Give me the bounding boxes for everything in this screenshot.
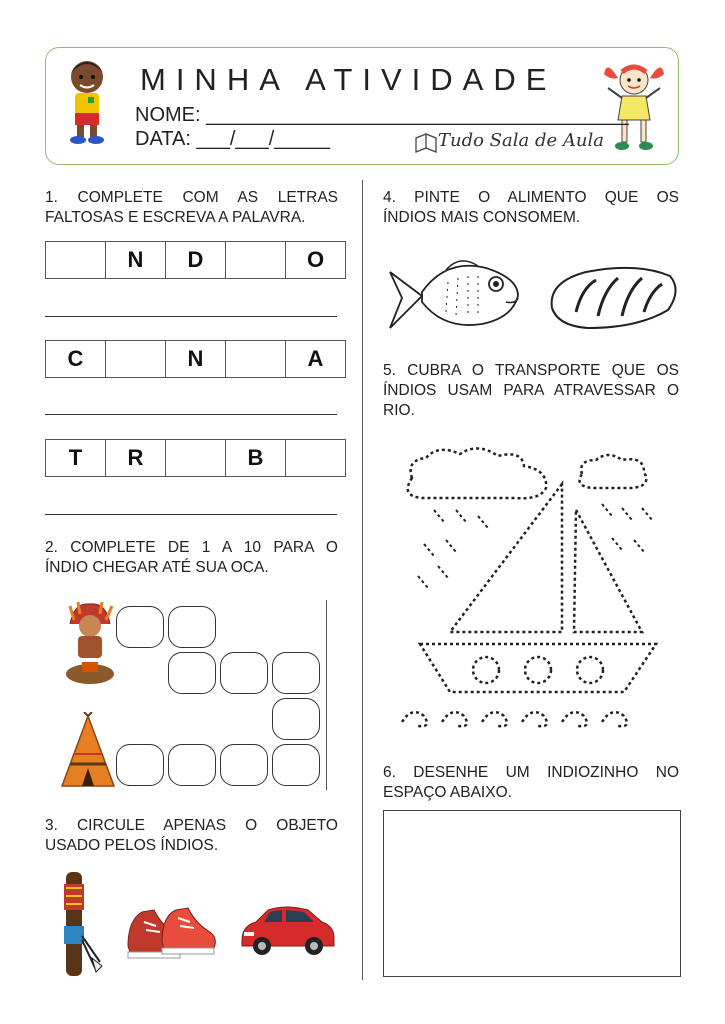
column-divider [362, 180, 363, 980]
answer-line-1[interactable] [45, 316, 337, 317]
number-box-4[interactable] [220, 652, 268, 694]
number-box-10[interactable] [116, 744, 164, 786]
letter-cell[interactable]: N [106, 242, 166, 279]
question-5-text [383, 361, 679, 421]
letter-cell[interactable]: D [166, 242, 226, 279]
letter-cell[interactable] [286, 440, 346, 477]
number-box-1[interactable] [116, 606, 164, 648]
question-6-line-1: 6. DESENHE UM INDIOZINHO NO [383, 764, 679, 781]
question-5-line-2: ÍNDIOS USAM PARA ATRAVESSAR O [383, 382, 679, 399]
letter-cell[interactable] [226, 242, 286, 279]
boy-illustration [58, 55, 116, 147]
page-title: MINHA ATIVIDADE [140, 62, 557, 97]
question-3-line-2: USADO PELOS ÍNDIOS. [45, 837, 219, 854]
letter-cell[interactable] [106, 341, 166, 378]
question-4-text [383, 188, 679, 228]
car-illustration[interactable] [238, 900, 336, 958]
path-border [326, 600, 327, 790]
number-box-3[interactable] [168, 652, 216, 694]
letter-cell[interactable]: T [46, 440, 106, 477]
letter-cell[interactable]: O [286, 242, 346, 279]
question-4-line-1: 4. PINTE O ALIMENTO QUE OS [383, 189, 679, 206]
drawing-box[interactable] [383, 810, 681, 977]
brand-logo-text: Tudo Sala de Aula [438, 130, 604, 151]
question-6-text [383, 763, 679, 803]
tepee-illustration [58, 712, 118, 790]
letter-cell[interactable]: N [166, 341, 226, 378]
question-5-line-3: RIO. [383, 402, 415, 419]
book-icon [414, 132, 438, 154]
fish-illustration[interactable] [386, 252, 524, 336]
bread-illustration[interactable] [546, 262, 682, 332]
letters-row-1 [45, 241, 346, 279]
letter-cell[interactable] [226, 341, 286, 378]
question-4-line-2: ÍNDIOS MAIS CONSOMEM. [383, 209, 581, 226]
letter-cell[interactable]: C [46, 341, 106, 378]
number-box-6[interactable] [272, 698, 320, 740]
answer-line-3[interactable] [45, 514, 337, 515]
question-3-text [45, 816, 338, 856]
question-6-line-2: ESPAÇO ABAIXO. [383, 784, 512, 801]
letter-cell[interactable] [166, 440, 226, 477]
letter-cell[interactable]: R [106, 440, 166, 477]
answer-line-2[interactable] [45, 414, 337, 415]
number-box-8[interactable] [220, 744, 268, 786]
question-1-line-2: FALTOSAS E ESCREVA A PALAVRA. [45, 209, 306, 226]
letter-cell[interactable] [46, 242, 106, 279]
number-box-7[interactable] [272, 744, 320, 786]
rain-stick-illustration[interactable] [52, 866, 104, 982]
letter-cell[interactable]: A [286, 341, 346, 378]
letters-row-3 [45, 439, 346, 477]
question-2-line-2: ÍNDIO CHEGAR ATÉ SUA OCA. [45, 559, 269, 576]
indian-illustration [60, 600, 122, 690]
number-box-9[interactable] [168, 744, 216, 786]
question-2-line-1: 2. COMPLETE DE 1 A 10 PARA O [45, 539, 338, 556]
number-box-5[interactable] [272, 652, 320, 694]
sailboat-tracing[interactable] [398, 446, 668, 740]
letter-cell[interactable]: B [226, 440, 286, 477]
number-box-2[interactable] [168, 606, 216, 648]
name-field[interactable]: NOME: ______________________________________ [135, 104, 629, 126]
date-field[interactable]: DATA: ___/___/_____ [135, 128, 330, 150]
question-5-line-1: 5. CUBRA O TRANSPORTE QUE OS [383, 362, 679, 379]
sneakers-illustration[interactable] [122, 890, 220, 964]
question-1-text [45, 188, 338, 228]
question-1-line-1: 1. COMPLETE COM AS LETRAS [45, 189, 338, 206]
question-3-line-1: 3. CIRCULE APENAS O OBJETO [45, 817, 338, 834]
question-2-text [45, 538, 338, 578]
letters-row-2 [45, 340, 346, 378]
